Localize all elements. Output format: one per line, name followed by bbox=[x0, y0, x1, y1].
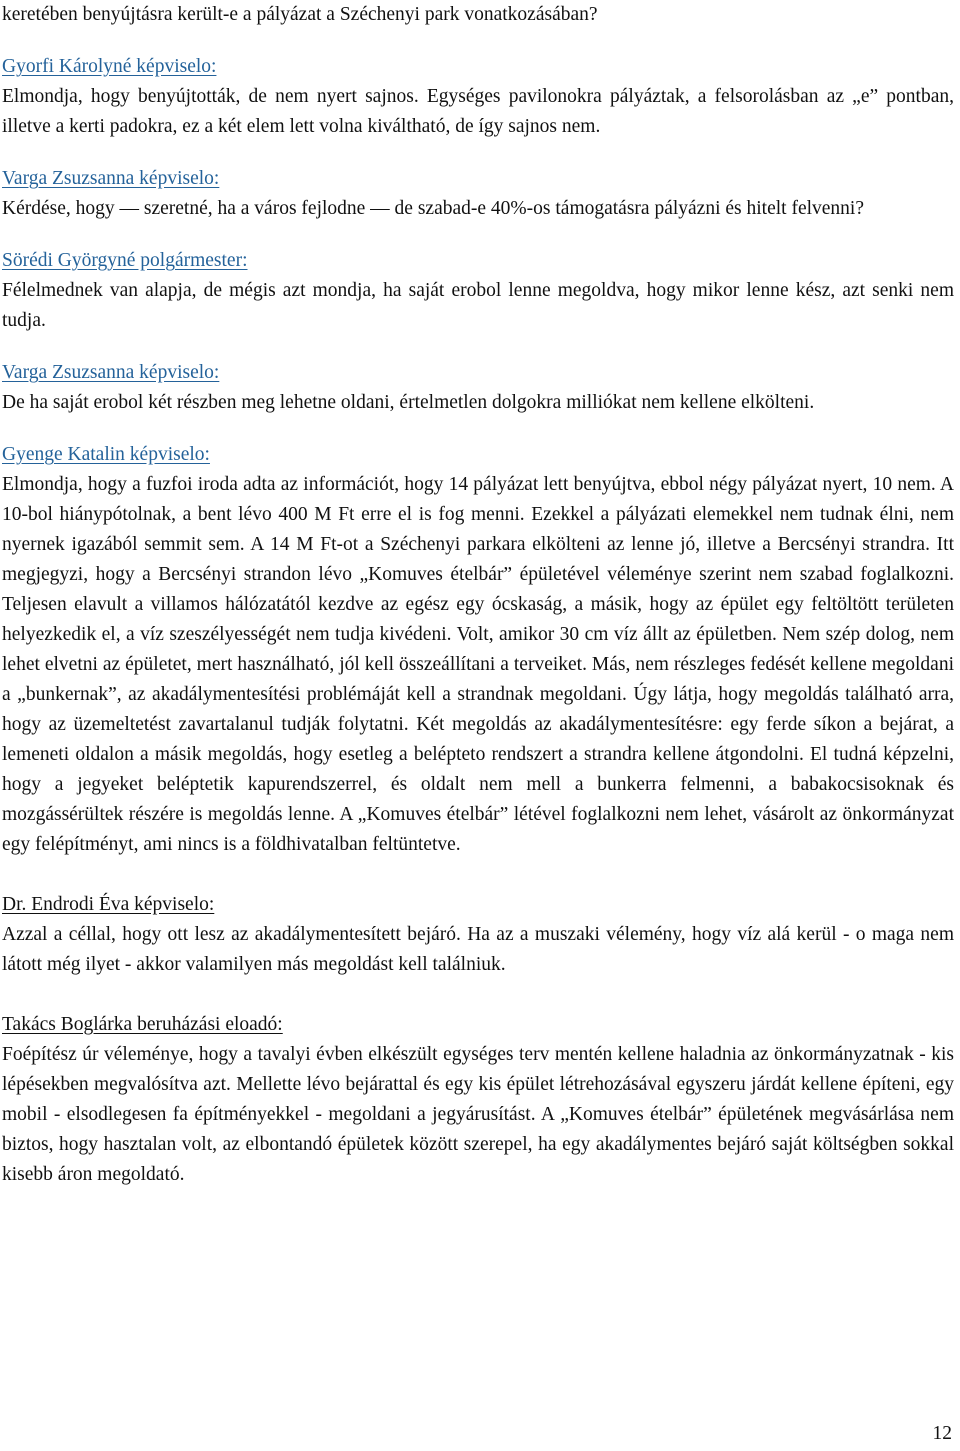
paragraph-soredi: Félelmednek van alapja, de mégis azt mondja, ha saját erobol lenne megoldva, hogy mikor lenne kész, azt senki nem tudja. bbox=[2, 280, 954, 331]
spacer bbox=[2, 980, 954, 1010]
speaker-heading-varga-2: Varga Zsuzsanna képviselo: bbox=[2, 362, 220, 383]
page-number: 12 bbox=[932, 1423, 952, 1444]
paragraph-varga-1: Kérdése, hogy — szeretné, ha a város fejlodne — de szabad-e 40%-os támogatásra pályázni és hitelt felvenni? bbox=[2, 198, 864, 219]
spacer bbox=[2, 860, 954, 890]
paragraph-endrodi: Azzal a céllal, hogy ott lesz az akadálymentesített bejáró. Ha az a muszaki vélemény, hogy víz alá kerül - o maga nem látott még ilyet - akkor valamilyen más megoldást kell találniuk. bbox=[2, 924, 954, 975]
paragraph-gyorfi: Elmondja, hogy benyújtották, de nem nyert sajnos. Egységes pavilonokra pályáztak, a felsorolásban az „e” pontban, illetve a kerti padokra, ez a két elem lett volna kiváltható, de így sajnos nem. bbox=[2, 86, 954, 137]
spacer bbox=[2, 224, 954, 246]
speaker-heading-soredi: Sörédi Györgyné polgármester: bbox=[2, 250, 248, 271]
speaker-heading-varga-1: Varga Zsuzsanna képviselo: bbox=[2, 168, 220, 189]
speaker-heading-endrodi: Dr. Endrodi Éva képviselo: bbox=[2, 894, 215, 915]
paragraph-gyenge: Elmondja, hogy a fuzfoi iroda adta az információt, hogy 14 pályázat lett benyújtva, ebbol négy pályázat nyert, 10 nem. A 10-bol hiánypótolnak, a bent lévo 400 M Ft erre el is fog menni. Ezekkel a pályázati elemekkel nem tudnak élni, nem nyernek igazából semmit sem. A 14 M Ft-ot a Széchenyi parkara elkölteni az lenne jó, illetve a Bercsényi strandra. Itt megjegyzi, hogy a Bercsényi strandon lévo „Komuves ételbár” épületével véleménye szerint nem szabad foglalkozni. Teljesen elavult a villamos hálózatától kezdve az egész egy ócskaság, a másik, hogy az épület egy feltöltött területen helyezkedik el, a víz szeszélyességét nem tudja kivédeni. Volt, amikor 30 cm víz állt az épületben. Nem szép dolog, nem lehet elvetni az épületet, mert használható, jól kell összeállítani a terveiket. Más, nem részleges fedését kellene megoldani a „bunkernak”, az akadálymentesítési problémáját kell a strandnak megoldani. Úgy látja, hogy megoldás található arra, hogy az üzemeltetést zavartalanul tudják folytatni. Két megoldás az akadálymentesítésre: egy ferde síkon a bejárat, a lemeneti oldalon a másik megoldás, hogy esetleg a belépteto rendszert a strandra kellene átgondolni. El tudná képzelni, hogy a jegyeket beléptetik kapurendszerrel, és oldalt nem mell a bunkerra felmenni, a babakocsisoknak és mozgássérültek részére is megoldás lenne. A „Komuves ételbár” létével foglalkozni nem lehet, vásárolt az önkormányzat egy felépítményt, ami nincs is a földhivatalban feltüntetve. bbox=[2, 474, 954, 855]
paragraph-varga-2: De ha saját erobol két részben meg lehetne oldani, értelmetlen dolgokra milliókat nem kellene elkölteni. bbox=[2, 392, 815, 413]
spacer bbox=[2, 336, 954, 358]
paragraph-takacs: Foépítész úr véleménye, hogy a tavalyi évben elkészült egységes terv mentén kellene haladnia az önkormányzatnak - kis lépésekben megvalósítva azt. Mellette lévo bejárattal és egy kis épület létrehozásával egyszeru járdát kellene építeni, egy mobil - elsodlegesen fa építményekkel - megoldani a jegyárusítást. A „Komuves ételbár” épületének megvásárlása nem biztos, hogy hasztalan volt, az elbontandó épületek között szerepel, ha egy akadálymentes bejáró saját költségben sokkal kisebb áron megoldató. bbox=[2, 1044, 954, 1185]
speaker-heading-takacs: Takács Boglárka beruházási eloadó: bbox=[2, 1014, 283, 1035]
paragraph-intro: keretében benyújtásra került-e a pályázat a Széchenyi park vonatkozásában? bbox=[2, 4, 598, 25]
spacer bbox=[2, 30, 954, 52]
speaker-heading-gyorfi: Gyorfi Károlyné képviselo: bbox=[2, 56, 217, 77]
spacer bbox=[2, 418, 954, 440]
spacer bbox=[2, 142, 954, 164]
speaker-heading-gyenge: Gyenge Katalin képviselo: bbox=[2, 444, 210, 465]
